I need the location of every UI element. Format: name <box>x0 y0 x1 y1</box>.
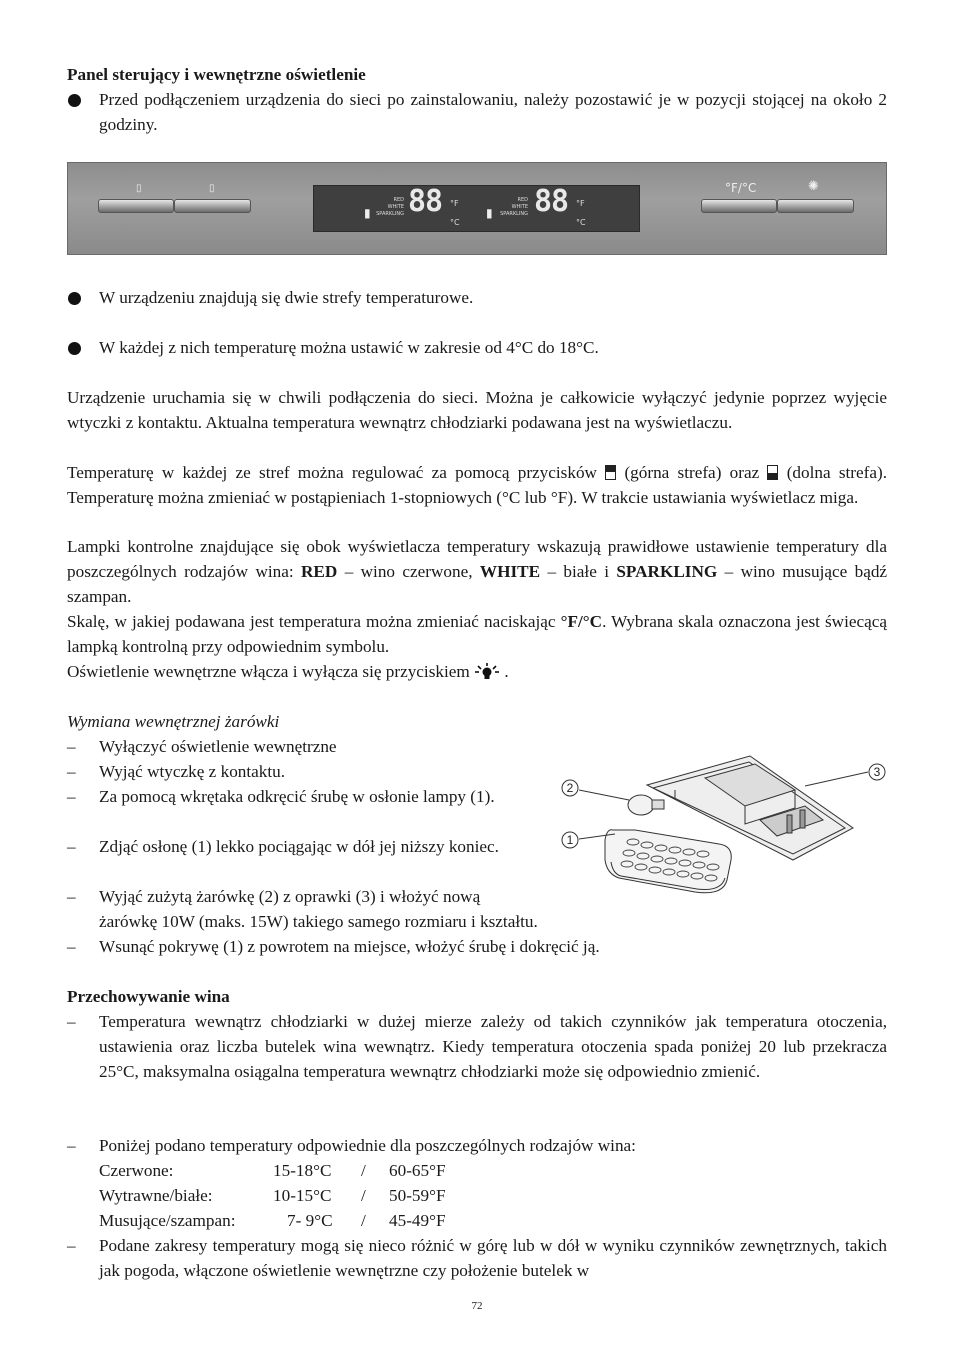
list-dash: – <box>67 1012 76 1031</box>
bullet-dot <box>68 94 81 107</box>
unit-f-left: °F <box>450 199 459 208</box>
list-dash: – <box>67 762 76 781</box>
list-dash: – <box>67 787 76 806</box>
list-dash: – <box>67 837 76 856</box>
upper-zone-button <box>98 199 174 213</box>
paragraph-unit-scale: Skalę, w jakiej podawana jest temperatura można zmieniać naciskając °F/°C. Wybrana skala oznaczona jest świecącą lampką kontrolną przy odpowiednim symbolu. <box>67 612 888 656</box>
display-digits-right: 88 <box>534 184 569 219</box>
bullet-text-range: W każdej z nich temperaturę można ustawić w zakresie od 4°C do 18°C. <box>99 338 599 357</box>
light-button <box>777 199 854 213</box>
wine-c-sparkling: 7- 9°C <box>287 1211 333 1230</box>
light-icon <box>474 662 500 680</box>
zone-labels-right: RED WHITE SPARKLING <box>500 197 528 217</box>
wine-c-white: 10-15°C <box>273 1186 332 1205</box>
unit-c-right: °C <box>576 218 586 227</box>
wine-f-sparkling: 45-49°F <box>389 1211 446 1230</box>
upper-zone-icon: ▯ <box>136 183 142 194</box>
callout-2: 2 <box>566 781 574 795</box>
bulb-step-4: Zdjąć osłonę (1) lekko pociągając w dół jej niższy koniec. <box>99 837 499 856</box>
zone-indicator-icon: ▮ <box>364 206 371 220</box>
wine-f-white: 50-59°F <box>389 1186 446 1205</box>
section-heading-control-panel: Panel sterujący i wewnętrzne oświetlenie <box>67 65 366 84</box>
paragraph-power: Urządzenie uruchamia się w chwili podłączenia do sieci. Można je całkowicie wyłączyć jedynie poprzez wyjęcie wtyczki z kontaktu. Aktualna temperatura wewnątrz chłodziarki podawana jest na wyświetlaczu. <box>67 388 887 432</box>
wine-name-white: Wytrawne/białe: <box>99 1186 213 1205</box>
bullet-dot <box>68 342 81 355</box>
control-panel-illustration <box>67 162 887 255</box>
bulb-step-5-cont: żarówkę 10W (maks. 15W) takiego samego rozmiaru i kształtu. <box>99 912 538 931</box>
storage-item-2: Poniżej podano temperatury odpowiednie dla poszczególnych rodzajów wina: <box>99 1136 636 1155</box>
wine-name-red: Czerwone: <box>99 1161 174 1180</box>
lower-zone-icon: ▯ <box>209 183 215 194</box>
list-dash: – <box>67 1236 76 1255</box>
lower-zone-button <box>174 199 251 213</box>
storage-item-1: Temperatura wewnątrz chłodziarki w dużej mierze zależy od takich czynników jak temperatura otoczenia, ustawienia oraz liczba butelek wina wewnątrz. Kiedy temperatura otoczenia spada poniżej 20 lub przekracza 25°C, maksymalna osiągalna temperatura wewnątrz chłodziarki może się odpowiednio zmienić. <box>99 1012 887 1081</box>
bullet-dot <box>68 292 81 305</box>
bulb-step-2: Wyjąć wtyczkę z kontaktu. <box>99 762 286 781</box>
unit-f-right: °F <box>576 199 585 208</box>
display-digits-left: 88 <box>408 184 443 219</box>
zone-indicator-icon-right: ▮ <box>486 206 493 220</box>
wine-sep: / <box>361 1161 366 1180</box>
callout-1: 1 <box>566 833 574 847</box>
list-dash: – <box>67 737 76 756</box>
unit-toggle-button <box>701 199 777 213</box>
paragraph-light-button: Oświetlenie wewnętrzne włącza i wyłącza się przyciskiem . <box>67 662 509 681</box>
lower-zone-icon <box>767 465 778 480</box>
subsection-title-bulb: Wymiana wewnętrznej żarówki <box>67 712 280 731</box>
storage-item-3: Podane zakresy temperatury mogą się nieco różnić w górę lub w dół w wyniku czynników zewnętrznych, takich jak pogoda, włączone oświetlenie wewnętrzne czy położenie butelek w <box>99 1236 887 1280</box>
unit-c-left: °C <box>450 218 460 227</box>
light-icon: ✺ <box>808 179 819 194</box>
paragraph-indicators: Lampki kontrolne znajdujące się obok wyświetlacza temperatury wskazują prawidłowe ustawienie temperatury dla poszczególnych rodzajów wina: RED – wino czerwone, WHITE – białe i SPARKLING – wino musujące bądź szampan. <box>67 537 888 606</box>
list-dash: – <box>67 1136 76 1155</box>
bulb-step-5: Wyjąć zużytą żarówkę (2) z oprawki (3) i włożyć nową <box>99 887 481 906</box>
paragraph-zone-buttons: Temperaturę w każdej ze stref można regulować za pomocą przycisków (górna strefa) oraz (dolna strefa). Temperaturę można zmieniać w postąpieniach 1-stopniowych (°C lub °F). W trakcie ustawiania wyświetlacz miga. <box>67 463 888 507</box>
unit-toggle-label: °F/°C <box>725 181 757 195</box>
bullet-text-zones: W urządzeniu znajdują się dwie strefy temperaturowe. <box>99 288 474 307</box>
bulb-step-3: Za pomocą wkrętaka odkręcić śrubę w osłonie lampy (1). <box>99 787 495 806</box>
list-dash: – <box>67 937 76 956</box>
page-number: 72 <box>471 1300 483 1312</box>
wine-c-red: 15-18°C <box>273 1161 332 1180</box>
wine-sep: / <box>361 1211 366 1230</box>
zone-labels-left: RED WHITE SPARKLING <box>376 197 404 217</box>
list-dash: – <box>67 887 76 906</box>
callout-3: 3 <box>873 765 881 779</box>
lamp-assembly-illustration <box>555 750 890 900</box>
wine-sep: / <box>361 1186 366 1205</box>
wine-f-red: 60-65°F <box>389 1161 446 1180</box>
bulb-step-1: Wyłączyć oświetlenie wewnętrzne <box>99 737 337 756</box>
temperature-display <box>313 185 640 232</box>
bulb-step-6: Wsunąć pokrywę (1) z powrotem na miejsce, włożyć śrubę i dokręcić ją. <box>99 937 600 956</box>
wine-name-sparkling: Musujące/szampan: <box>99 1211 236 1230</box>
upper-zone-icon <box>605 465 616 480</box>
section-heading-wine-storage: Przechowywanie wina <box>67 987 230 1006</box>
bullet-text-install: Przed podłączeniem urządzenia do sieci po zainstalowaniu, należy pozostawić je w pozycji stojącej na około 2 godziny. <box>99 90 887 134</box>
